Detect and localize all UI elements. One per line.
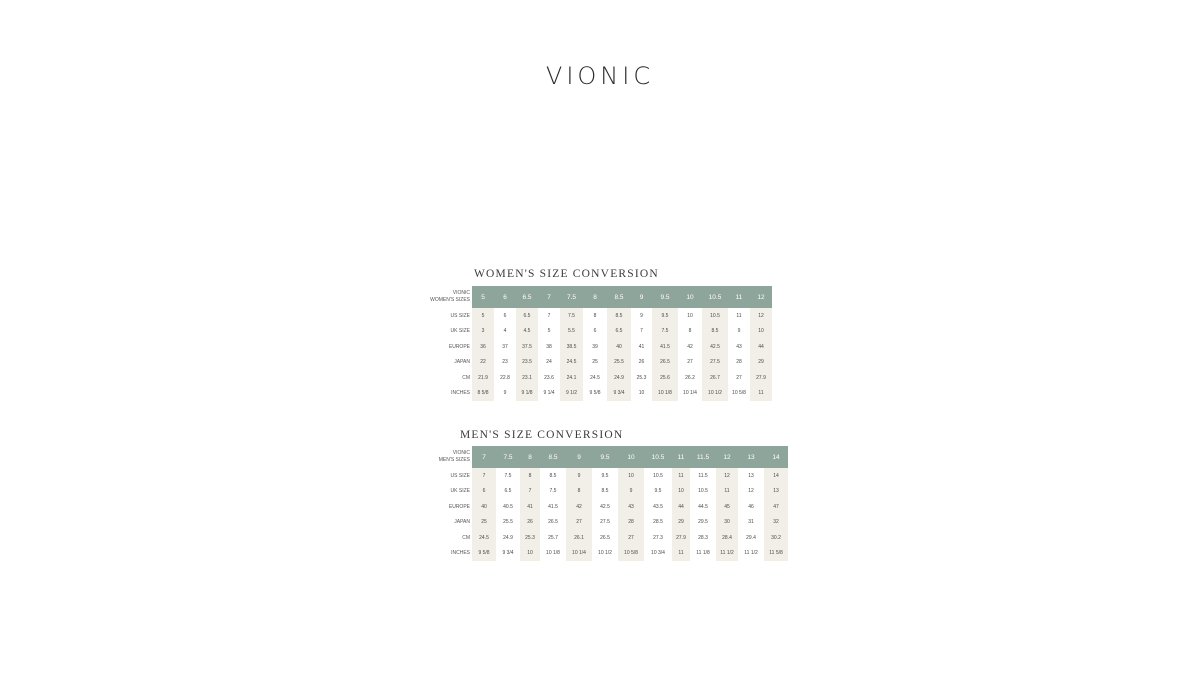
table-cell: 42 <box>678 339 702 355</box>
table-cell: 9 1/4 <box>538 386 560 402</box>
size-header-cell: 8.5 <box>607 286 631 308</box>
size-header-cell: 13 <box>738 446 764 468</box>
table-row <box>414 515 788 531</box>
table-cell: 23.6 <box>538 370 560 386</box>
table-cell: 26.7 <box>702 370 728 386</box>
table-cell: 30 <box>716 515 738 531</box>
table-cell: 9.5 <box>652 308 678 324</box>
table-cell: 5 <box>472 308 494 324</box>
table-cell: 6 <box>472 484 496 500</box>
table-cell: 25.5 <box>496 515 520 531</box>
table-cell: 44 <box>750 339 772 355</box>
table-cell: 43.5 <box>644 499 672 515</box>
table-row <box>414 468 788 484</box>
size-header-cell: 9.5 <box>592 446 618 468</box>
table-cell: 22.8 <box>494 370 516 386</box>
table-cell: 42.5 <box>592 499 618 515</box>
brand-logo: VIONIC <box>545 62 655 90</box>
row-label: CM <box>462 534 470 541</box>
table-cell: 11 1/2 <box>716 546 738 562</box>
table-cell: 27.5 <box>702 355 728 371</box>
women-size-title: WOMEN'S SIZE CONVERSION <box>474 268 659 280</box>
size-header-cell: 14 <box>764 446 788 468</box>
table-cell: 4 <box>494 324 516 340</box>
table-cell: 7 <box>631 324 652 340</box>
table-cell: 8 <box>678 324 702 340</box>
table-cell: 23.1 <box>516 370 538 386</box>
table-cell: 11 <box>750 386 772 402</box>
table-cell: 24.5 <box>472 530 496 546</box>
table-cell: 28 <box>618 515 644 531</box>
table-cell: 6 <box>583 324 607 340</box>
table-cell: 6.5 <box>607 324 631 340</box>
table-cell: 28.3 <box>690 530 716 546</box>
header-label-line2: WOMEN'S SIZES <box>430 297 470 303</box>
table-cell: 37 <box>494 339 516 355</box>
table-cell: 27 <box>566 515 592 531</box>
table-cell: 10 <box>520 546 540 562</box>
table-cell: 44.5 <box>690 499 716 515</box>
table-cell: 13 <box>738 468 764 484</box>
table-cell: 11 1/8 <box>690 546 716 562</box>
table-cell: 8.5 <box>607 308 631 324</box>
table-cell: 23.5 <box>516 355 538 371</box>
table-cell: 41.5 <box>540 499 566 515</box>
table-cell: 10 5/8 <box>728 386 750 402</box>
table-cell: 10 <box>750 324 772 340</box>
table-cell: 6.5 <box>496 484 520 500</box>
table-cell: 14 <box>764 468 788 484</box>
table-cell: 22 <box>472 355 494 371</box>
table-row <box>414 370 772 386</box>
table-cell: 11.5 <box>690 468 716 484</box>
table-cell: 12 <box>716 468 738 484</box>
table-cell: 29 <box>750 355 772 371</box>
size-header-cell: 10.5 <box>702 286 728 308</box>
table-cell: 9 <box>618 484 644 500</box>
table-cell: 5 <box>538 324 560 340</box>
size-header-cell: 11 <box>672 446 690 468</box>
table-cell: 11 <box>672 546 690 562</box>
table-cell: 24.9 <box>496 530 520 546</box>
size-header-cell: 6 <box>494 286 516 308</box>
table-cell: 9 5/8 <box>472 546 496 562</box>
table-cell: 11 1/2 <box>738 546 764 562</box>
header-label-line1: VIONIC <box>452 290 470 296</box>
size-header-cell: 12 <box>750 286 772 308</box>
table-cell: 25.6 <box>652 370 678 386</box>
table-cell: 26.5 <box>540 515 566 531</box>
size-header-cell: 12 <box>716 446 738 468</box>
table-cell: 10.5 <box>702 308 728 324</box>
table-cell: 27.5 <box>592 515 618 531</box>
table-cell: 25.3 <box>520 530 540 546</box>
table-cell: 38.5 <box>560 339 583 355</box>
table-row <box>414 546 788 562</box>
table-cell: 25 <box>583 355 607 371</box>
row-label: CM <box>462 374 470 381</box>
table-cell: 9 3/4 <box>607 386 631 402</box>
table-cell: 24.1 <box>560 370 583 386</box>
table-cell: 26.2 <box>678 370 702 386</box>
row-label: EUROPE <box>448 503 470 510</box>
men-size-table <box>414 446 788 561</box>
table-cell: 26 <box>631 355 652 371</box>
table-cell: 38 <box>538 339 560 355</box>
table-cell: 10 <box>672 484 690 500</box>
table-cell: 11 5/8 <box>764 546 788 562</box>
table-cell: 5.5 <box>560 324 583 340</box>
table-cell: 25.7 <box>540 530 566 546</box>
table-cell: 10.5 <box>690 484 716 500</box>
table-row <box>414 386 772 402</box>
table-cell: 7.5 <box>540 484 566 500</box>
table-cell: 27 <box>618 530 644 546</box>
table-cell: 9 <box>728 324 750 340</box>
table-row <box>414 499 788 515</box>
table-cell: 21.9 <box>472 370 494 386</box>
table-cell: 24.5 <box>560 355 583 371</box>
men-size-title: MEN'S SIZE CONVERSION <box>460 429 624 441</box>
header-label-line1: VIONIC <box>452 450 470 456</box>
header-label-line2: MEN'S SIZES <box>438 457 470 463</box>
table-cell: 44 <box>672 499 690 515</box>
table-cell: 26.1 <box>566 530 592 546</box>
table-cell: 41.5 <box>652 339 678 355</box>
table-row <box>414 324 772 340</box>
size-header-cell: 5 <box>472 286 494 308</box>
table-cell: 47 <box>764 499 788 515</box>
table-cell: 31 <box>738 515 764 531</box>
table-cell: 7 <box>538 308 560 324</box>
table-row <box>414 355 772 371</box>
women-size-table <box>414 286 772 401</box>
table-cell: 4.5 <box>516 324 538 340</box>
table-cell: 29 <box>672 515 690 531</box>
table-cell: 25.5 <box>607 355 631 371</box>
size-header-cell: 8 <box>583 286 607 308</box>
table-cell: 36 <box>472 339 494 355</box>
table-cell: 7 <box>472 468 496 484</box>
table-cell: 11 <box>672 468 690 484</box>
table-cell: 26.5 <box>652 355 678 371</box>
table-cell: 29.5 <box>690 515 716 531</box>
table-cell: 9.5 <box>644 484 672 500</box>
table-cell: 40 <box>472 499 496 515</box>
row-label: UK SIZE <box>450 488 470 495</box>
table-cell: 40 <box>607 339 631 355</box>
row-label: US SIZE <box>450 312 470 319</box>
table-row <box>414 484 788 500</box>
size-header-cell: 6.5 <box>516 286 538 308</box>
table-cell: 43 <box>728 339 750 355</box>
table-cell: 41 <box>520 499 540 515</box>
table-cell: 43 <box>618 499 644 515</box>
row-label: INCHES <box>451 390 470 397</box>
table-header-row <box>414 286 772 308</box>
table-cell: 9 3/4 <box>496 546 520 562</box>
size-header-cell: 9 <box>566 446 592 468</box>
size-header-cell: 11 <box>728 286 750 308</box>
header-row-label <box>414 446 472 468</box>
table-cell: 32 <box>764 515 788 531</box>
table-cell: 9 <box>494 386 516 402</box>
table-row <box>414 339 772 355</box>
size-header-cell: 8 <box>520 446 540 468</box>
table-cell: 8.5 <box>592 484 618 500</box>
table-cell: 24.9 <box>607 370 631 386</box>
table-cell: 9.5 <box>592 468 618 484</box>
table-cell: 23 <box>494 355 516 371</box>
table-cell: 27.9 <box>672 530 690 546</box>
table-cell: 28.4 <box>716 530 738 546</box>
table-cell: 11 <box>728 308 750 324</box>
table-cell: 10 <box>678 308 702 324</box>
table-cell: 8 5/8 <box>472 386 494 402</box>
table-cell: 13 <box>764 484 788 500</box>
table-cell: 24.5 <box>583 370 607 386</box>
table-cell: 26 <box>520 515 540 531</box>
table-cell: 10 1/8 <box>652 386 678 402</box>
table-cell: 40.5 <box>496 499 520 515</box>
row-label: INCHES <box>451 550 470 557</box>
size-header-cell: 7 <box>538 286 560 308</box>
size-header-cell: 9.5 <box>652 286 678 308</box>
table-cell: 29.4 <box>738 530 764 546</box>
table-cell: 42 <box>566 499 592 515</box>
table-cell: 7.5 <box>652 324 678 340</box>
header-row-label <box>414 286 472 308</box>
table-cell: 12 <box>750 308 772 324</box>
table-cell: 10 5/8 <box>618 546 644 562</box>
row-label: EUROPE <box>448 343 470 350</box>
table-cell: 12 <box>738 484 764 500</box>
table-cell: 9 5/8 <box>583 386 607 402</box>
table-header-row <box>414 446 788 468</box>
table-cell: 24 <box>538 355 560 371</box>
table-cell: 3 <box>472 324 494 340</box>
table-cell: 7.5 <box>560 308 583 324</box>
table-cell: 9 1/2 <box>560 386 583 402</box>
table-cell: 8 <box>566 484 592 500</box>
table-cell: 27 <box>728 370 750 386</box>
table-cell: 10 <box>631 386 652 402</box>
table-cell: 6.5 <box>516 308 538 324</box>
table-cell: 25 <box>472 515 496 531</box>
size-header-cell: 7.5 <box>560 286 583 308</box>
table-cell: 7.5 <box>496 468 520 484</box>
table-cell: 10 1/2 <box>702 386 728 402</box>
table-cell: 10 1/4 <box>678 386 702 402</box>
table-cell: 30.2 <box>764 530 788 546</box>
table-cell: 10 <box>618 468 644 484</box>
size-header-cell: 7 <box>472 446 496 468</box>
row-label: JAPAN <box>454 519 470 526</box>
table-cell: 8 <box>583 308 607 324</box>
table-cell: 28 <box>728 355 750 371</box>
table-cell: 11 <box>716 484 738 500</box>
row-label: US SIZE <box>450 472 470 479</box>
table-cell: 9 <box>566 468 592 484</box>
size-header-cell: 10 <box>678 286 702 308</box>
size-header-cell: 7.5 <box>496 446 520 468</box>
table-cell: 10 3/4 <box>644 546 672 562</box>
table-cell: 28.5 <box>644 515 672 531</box>
table-cell: 10.5 <box>644 468 672 484</box>
table-cell: 9 <box>631 308 652 324</box>
table-cell: 45 <box>716 499 738 515</box>
size-header-cell: 8.5 <box>540 446 566 468</box>
table-cell: 41 <box>631 339 652 355</box>
row-label: UK SIZE <box>450 328 470 335</box>
table-cell: 6 <box>494 308 516 324</box>
table-cell: 26.5 <box>592 530 618 546</box>
size-header-cell: 10 <box>618 446 644 468</box>
table-row <box>414 530 788 546</box>
table-cell: 8 <box>520 468 540 484</box>
table-cell: 25.3 <box>631 370 652 386</box>
table-cell: 37.5 <box>516 339 538 355</box>
table-cell: 27.3 <box>644 530 672 546</box>
table-cell: 10 1/4 <box>566 546 592 562</box>
size-header-cell: 11.5 <box>690 446 716 468</box>
size-header-cell: 10.5 <box>644 446 672 468</box>
table-cell: 27.9 <box>750 370 772 386</box>
row-label: JAPAN <box>454 359 470 366</box>
table-cell: 8.5 <box>540 468 566 484</box>
table-cell: 27 <box>678 355 702 371</box>
size-header-cell: 9 <box>631 286 652 308</box>
table-cell: 42.5 <box>702 339 728 355</box>
table-cell: 39 <box>583 339 607 355</box>
table-cell: 8.5 <box>702 324 728 340</box>
table-row <box>414 308 772 324</box>
table-cell: 7 <box>520 484 540 500</box>
table-cell: 9 1/8 <box>516 386 538 402</box>
table-cell: 10 1/2 <box>592 546 618 562</box>
table-cell: 10 1/8 <box>540 546 566 562</box>
table-cell: 46 <box>738 499 764 515</box>
